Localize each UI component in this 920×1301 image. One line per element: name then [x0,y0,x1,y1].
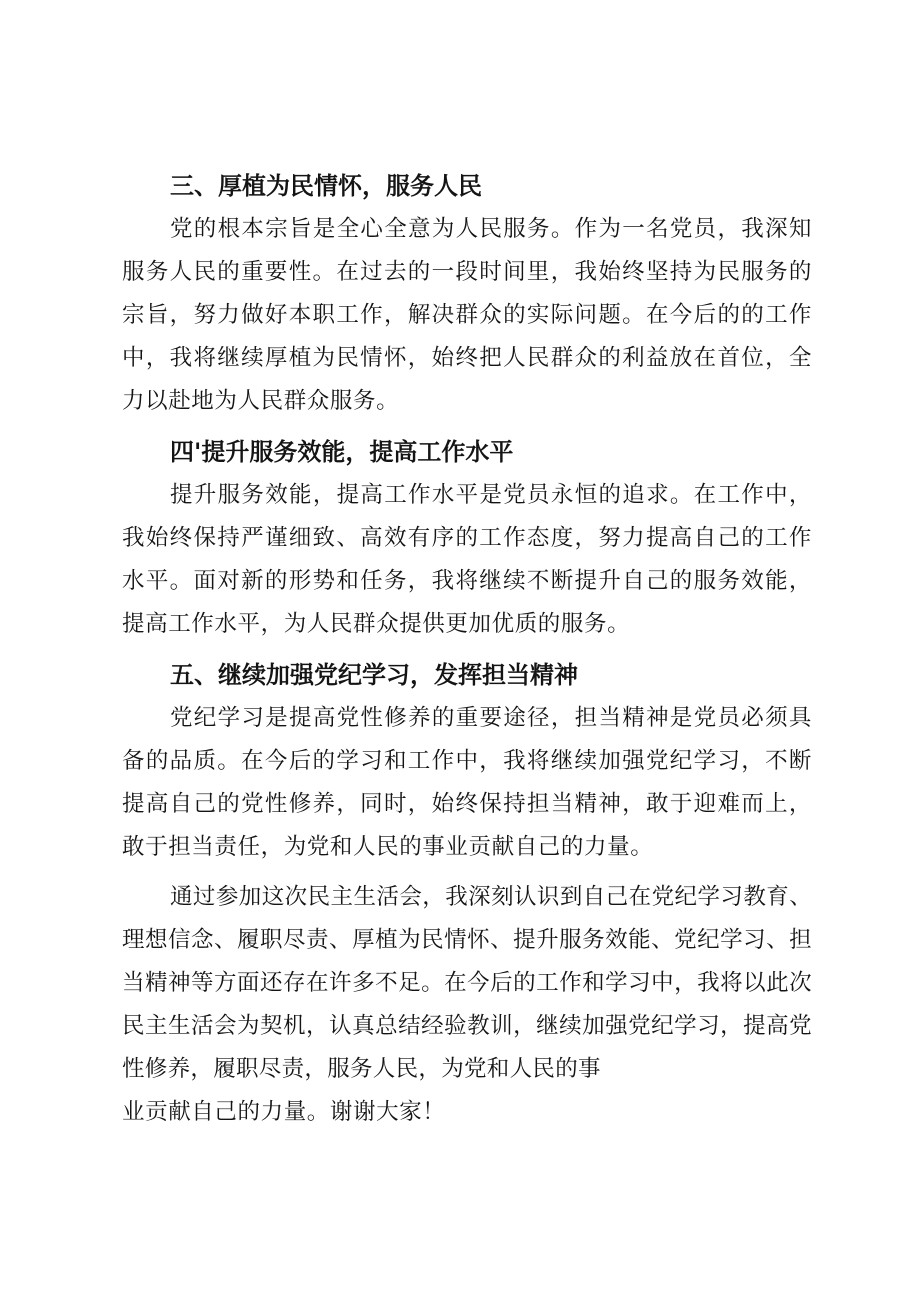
section-paragraph-4: 提升服务效能，提高工作水平是党员永恒的追求。在工作中，我始终保持严谨细致、高效有序的工作态度，努力提高自己的工作水平。面对新的形势和任务，我将继续不断提升自己的服务效能，提高工作水平，为人民群众提供更加优质的服务。 [122,482,812,637]
section-heading-5: 五、继续加强党纪学习，发挥担当精神 [170,661,578,689]
section-heading-4: 四'提升服务效能，提高工作水平 [170,438,514,466]
closing-line: 业贡献自己的力量。谢谢大家！ [122,1099,446,1125]
conclusion-paragraph: 通过参加这次民主生活会，我深刻认识到自己在党纪学习教育、理想信念、履职尽责、厚植为民情怀、提升服务效能、党纪学习、担当精神等方面还存在许多不足。在今后的工作和学习中，我将以此次民主生活会为契机，认真总结经验教训，继续加强党纪学习，提高党性修养，履职尽责，服务人民，为党和人民的事 [122,884,812,1082]
section-heading-3: 三、厚植为民情怀，服务人民 [170,172,482,200]
section-paragraph-3: 党的根本宗旨是全心全意为人民服务。作为一名党员，我深知服务人民的重要性。在过去的一段时间里，我始终坚持为民服务的宗旨，努力做好本职工作，解决群众的实际问题。在今后的的工作中，我将继续厚植为民情怀，始终把人民群众的利益放在首位，全力以赴地为人民群众服务。 [122,216,812,414]
document-body [122,164,812,1134]
section-paragraph-5: 党纪学习是提高党性修养的重要途径，担当精神是党员必须具备的品质。在今后的学习和工作中，我将继续加强党纪学习，不断提高自己的党性修养，同时，始终保持担当精神，敢于迎难而上，敢于担当责任，为党和人民的事业贡献自己的力量。 [122,705,812,860]
